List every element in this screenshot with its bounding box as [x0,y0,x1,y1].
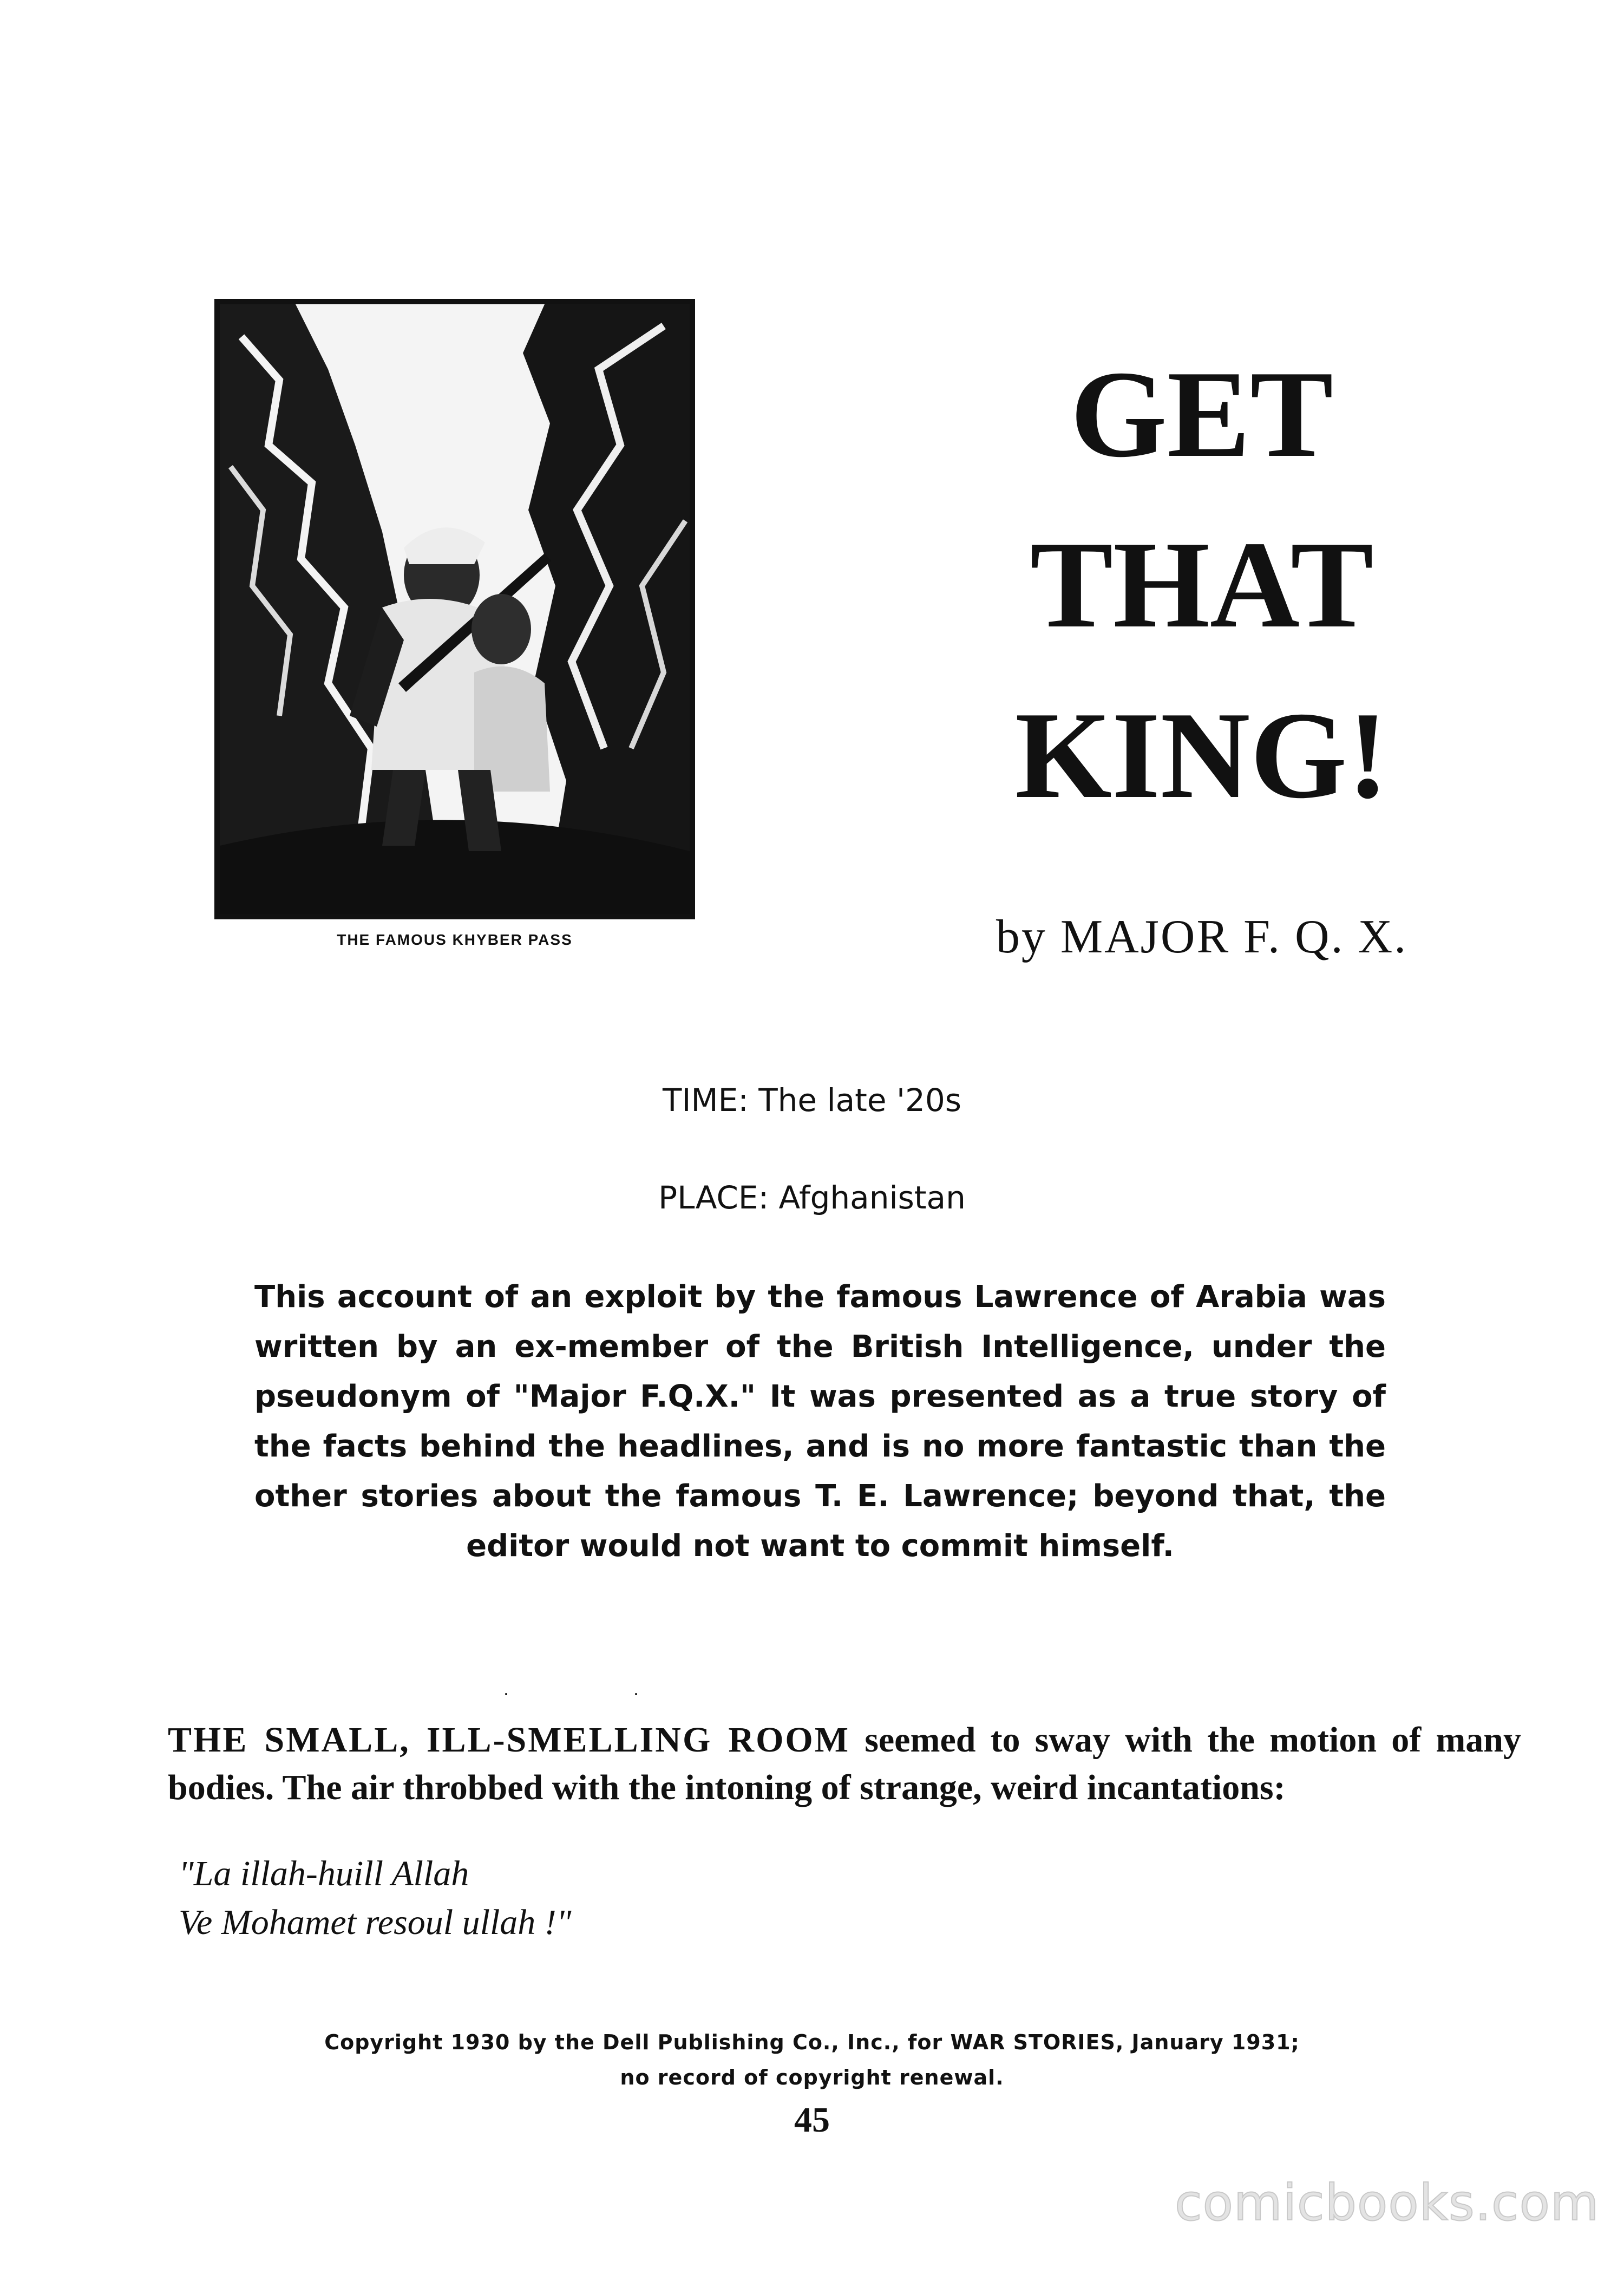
section-divider-dots: . . [503,1677,699,1700]
incantation-line-2: Ve Mohamet resoul ullah !" [179,1903,572,1942]
story-opening-caps: THE SMALL, ILL-SMELLING ROOM [168,1720,850,1760]
story-title-line-2: THAT [1030,515,1374,654]
incantation-line-1: "La illah-huill Allah [179,1854,469,1893]
page-number: 45 [794,2100,830,2140]
setting-time: TIME: The late '20s [663,1082,961,1119]
setting-place: PLACE: Afghanistan [658,1179,966,1216]
story-opening-text: seemed to sway with the motion of many bodies. The air throbbed with the intoning of strange, weird incantations: [168,1720,1521,1807]
author-byline: by MAJOR F. Q. X. [996,911,1408,963]
story-title-line-3: KING! [1015,686,1389,824]
story-opening-paragraph [168,1716,1521,1812]
illustration-artwork [220,304,690,914]
site-watermark: comicbooks.com [1175,2174,1600,2232]
copyright-notice-line-2: no record of copyright renewal. [620,2066,1004,2089]
editor-intro-paragraph: This account of an exploit by the famous Lawrence of Arabia was written by an ex-member of the British Intelligence, under the pseudonym of "Major F.Q.X." It was presented as a true story of the facts behind the headlines, and is no more fantastic than the other stories about the famous T. E. Lawrence; beyond that, the editor would not want to commit himself. [254,1279,1386,1564]
khyber-pass-illustration [214,299,695,919]
copyright-notice-line-1: Copyright 1930 by the Dell Publishing Co., Inc., for WAR STORIES, January 1931; [324,2030,1300,2054]
story-title-line-1: GET [1070,345,1333,483]
illustration-caption: THE FAMOUS KHYBER PASS [337,931,573,948]
